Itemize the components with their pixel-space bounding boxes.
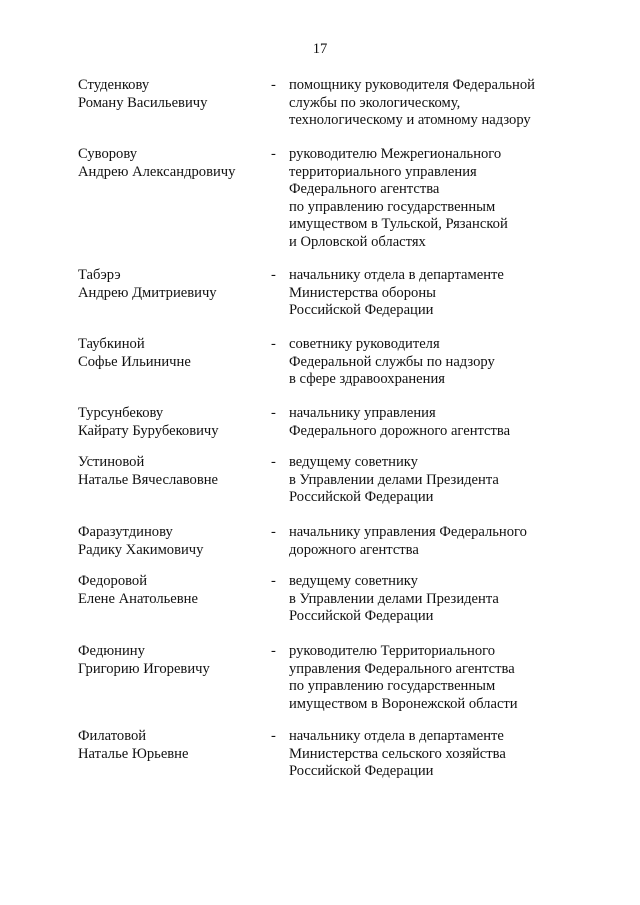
name-line: Таубкиной <box>78 336 145 352</box>
dash-separator: - <box>271 405 276 421</box>
position-title <box>289 728 589 781</box>
position-line: ведущему советнику <box>289 573 418 589</box>
position-line: и Орловской областях <box>289 233 426 250</box>
position-line: Российской Федерации <box>289 763 434 780</box>
name-line: Наталье Юрьевне <box>78 745 189 762</box>
name-line: Роману Васильевичу <box>78 94 208 111</box>
dash-separator: - <box>271 146 276 162</box>
position-line: службы по экологическому, <box>289 94 461 111</box>
position-title <box>289 77 589 130</box>
name-line: Филатовой <box>78 728 147 744</box>
position-line: Российской Федерации <box>289 489 434 506</box>
position-line: советнику руководителя <box>289 336 440 352</box>
dash-separator: - <box>271 454 276 470</box>
name-line: Суворову <box>78 146 138 162</box>
position-line: руководителю Территориального <box>289 643 496 659</box>
position-line: дорожного агентства <box>289 541 419 558</box>
position-line: управления Федерального агентства <box>289 660 515 677</box>
person-name <box>78 454 268 489</box>
position-line: Российской Федерации <box>289 302 434 319</box>
name-line: Федюнину <box>78 643 145 659</box>
name-line: Устиновой <box>78 454 145 470</box>
person-name <box>78 524 268 559</box>
position-line: территориального управления <box>289 163 477 180</box>
name-line: Софье Ильиничне <box>78 353 191 370</box>
dash-separator: - <box>271 728 276 744</box>
position-title <box>289 573 589 626</box>
position-title <box>289 267 589 320</box>
position-title <box>289 405 589 440</box>
position-line: Федеральной службы по надзору <box>289 353 495 370</box>
position-line: технологическому и атомному надзору <box>289 112 531 129</box>
person-name <box>78 728 268 763</box>
position-title <box>289 643 589 713</box>
name-line: Турсунбекову <box>78 405 164 421</box>
position-line: Министерства обороны <box>289 284 436 301</box>
dash-separator: - <box>271 643 276 659</box>
position-line: начальнику управления Федерального <box>289 524 527 540</box>
position-line: по управлению государственным <box>289 198 496 215</box>
name-line: Табэрэ <box>78 267 121 283</box>
name-line: Кайрату Бурубековичу <box>78 422 219 439</box>
position-line: Министерства сельского хозяйства <box>289 745 506 762</box>
position-line: в Управлении делами Президента <box>289 471 499 488</box>
name-line: Елене Анатольевне <box>78 590 198 607</box>
position-title <box>289 524 589 559</box>
position-line: начальнику отдела в департаменте <box>289 728 504 744</box>
person-name <box>78 573 268 608</box>
name-line: Григорию Игоревичу <box>78 660 210 677</box>
person-name <box>78 146 268 181</box>
name-line: Федоровой <box>78 573 148 589</box>
person-name <box>78 643 268 678</box>
name-line: Андрею Дмитриевичу <box>78 284 217 301</box>
position-line: Федерального агентства <box>289 181 440 198</box>
person-name <box>78 267 268 302</box>
position-line: начальнику управления <box>289 405 436 421</box>
person-name <box>78 77 268 112</box>
dash-separator: - <box>271 336 276 352</box>
name-line: Наталье Вячеславовне <box>78 471 218 488</box>
name-line: Студенкову <box>78 77 150 93</box>
position-line: начальнику отдела в департаменте <box>289 267 504 283</box>
dash-separator: - <box>271 524 276 540</box>
dash-separator: - <box>271 573 276 589</box>
person-name <box>78 336 268 371</box>
name-line: Андрею Александровичу <box>78 163 236 180</box>
position-title <box>289 454 589 507</box>
name-line: Фаразутдинову <box>78 524 173 540</box>
position-line: по управлению государственным <box>289 678 496 695</box>
position-line: имуществом в Тульской, Рязанской <box>289 216 508 233</box>
position-line: Российской Федерации <box>289 608 434 625</box>
position-line: в Управлении делами Президента <box>289 590 499 607</box>
position-line: в сфере здравоохранения <box>289 371 445 388</box>
position-line: ведущему советнику <box>289 454 418 470</box>
dash-separator: - <box>271 77 276 93</box>
position-line: помощнику руководителя Федеральной <box>289 77 535 93</box>
name-line: Радику Хакимовичу <box>78 541 204 558</box>
position-line: имуществом в Воронежской области <box>289 695 518 712</box>
dash-separator: - <box>271 267 276 283</box>
position-title <box>289 336 589 389</box>
position-line: Федерального дорожного агентства <box>289 422 511 439</box>
page-number: 17 <box>312 41 328 57</box>
position-line: руководителю Межрегионального <box>289 146 502 162</box>
position-title <box>289 146 589 252</box>
person-name <box>78 405 268 440</box>
